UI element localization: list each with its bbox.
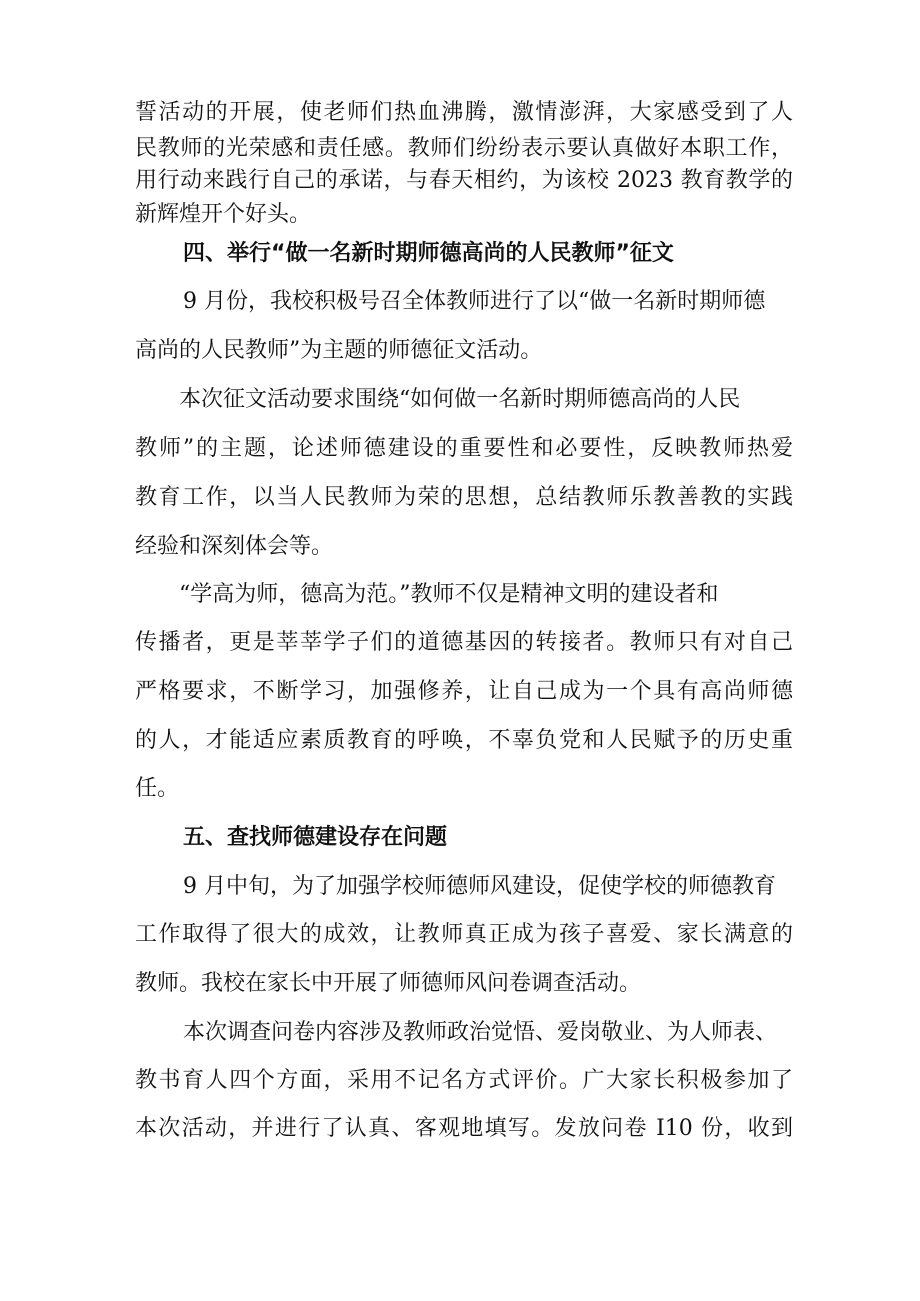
paragraph-line: 新辉煌开个好头。	[135, 202, 312, 227]
paragraph-line: 高尚的人民教师”为主题的师德征文活动。	[135, 338, 543, 363]
paragraph-line: “学高为师，德高为范。”教师不仅是精神文明的建设者和	[179, 582, 719, 607]
paragraph-line: 任。	[135, 776, 180, 801]
paragraph-line: 9 月份，我校积极号召全体教师进行了以“做一名新时期师德	[183, 289, 766, 314]
paragraph-line: 教育工作，以当人民教师为荣的思想，总结教师乐教善教的实践	[135, 485, 793, 510]
paragraph-line: 民教师的光荣感和责任感。教师们纷纷表示要认真做好本职工作，	[135, 136, 793, 161]
paragraph-line: 本次征文活动要求围绕“如何做一名新时期师德高尚的人民	[179, 387, 741, 412]
paragraph-line: 严格要求，不断学习，加强修养，让自己成为一个具有高尚师德	[135, 679, 793, 704]
paragraph-line: 经验和深刻体会等。	[135, 534, 334, 559]
section-heading-4: 四、举行“做一名新时期师德高尚的人民教师”征文	[183, 241, 674, 266]
paragraph-line: 用行动来践行自己的承诺，与春天相约，为该校 2023 教育教学的	[135, 168, 793, 193]
paragraph-line: 教师。我校在家长中开展了师德师风问卷调查活动。	[135, 971, 642, 996]
paragraph-line: 教书育人四个方面，采用不记名方式评价。广大家长积极参加了	[135, 1068, 793, 1093]
paragraph-line: 本次调查问卷内容涉及教师政治觉悟、爱岗敬业、为人师表、	[183, 1020, 778, 1045]
paragraph-line: 9 月中旬，为了加强学校师德师风建设，促使学校的师德教育	[183, 874, 776, 899]
paragraph-line: 誓活动的开展，使老师们热血沸腾，激情澎湃，大家感受到了人	[135, 100, 793, 125]
paragraph-line: 的人，才能适应素质教育的呼唤，不辜负党和人民赋予的历史重	[135, 728, 793, 753]
paragraph-line: 传播者，更是莘莘学子们的道德基因的转接者。教师只有对自己	[135, 630, 793, 655]
paragraph-line: 工作取得了很大的成效，让教师真正成为孩子喜爱、家长满意的	[135, 922, 793, 947]
section-heading-5: 五、查找师德建设存在问题	[183, 825, 448, 850]
paragraph-line: 本次活动，并进行了认真、客观地填写。发放问卷 I10 份，收到	[135, 1116, 793, 1141]
paragraph-line: 教师”的主题，论述师德建设的重要性和必要性，反映教师热爱	[135, 436, 793, 461]
